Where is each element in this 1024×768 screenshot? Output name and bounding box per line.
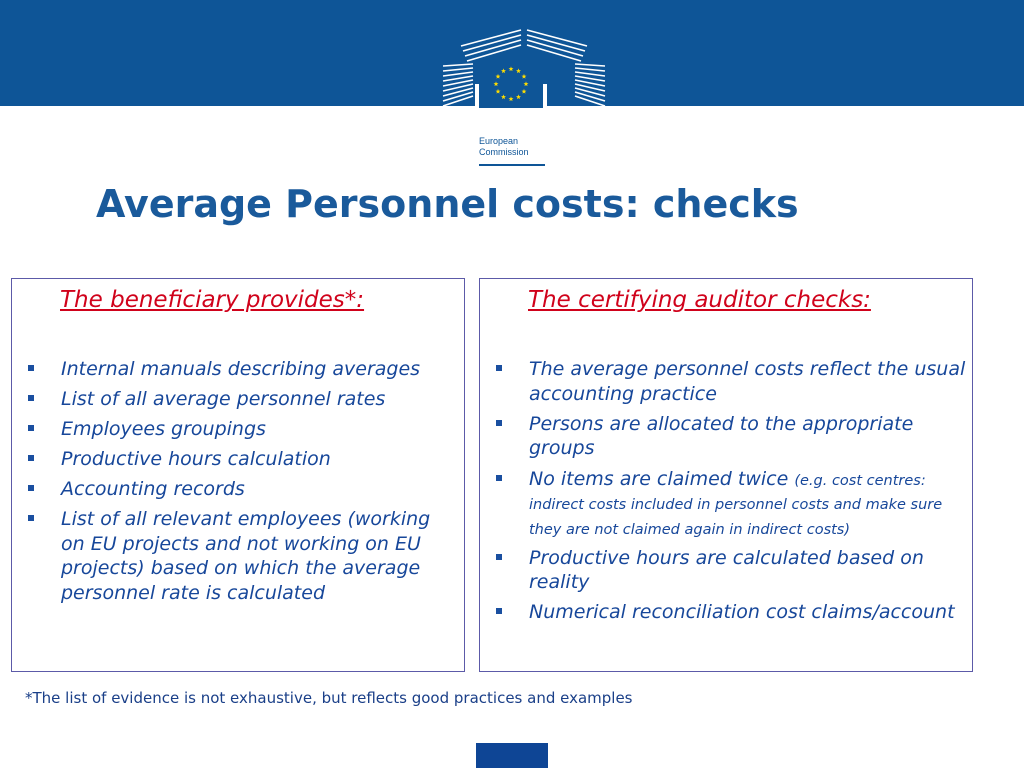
bullet-square-icon (28, 395, 34, 401)
bullet-square-icon (28, 365, 34, 371)
bullet-square-icon (28, 455, 34, 461)
list-item-text: Employees groupings (61, 418, 266, 440)
list-item (26, 387, 458, 412)
slide-title: Average Personnel costs: checks (96, 182, 799, 226)
list-item-text: Internal manuals describing averages (61, 358, 421, 380)
list-item (26, 447, 458, 472)
list-item (26, 417, 458, 442)
list-item-note: (e.g. cost centres: indirect costs included in personnel costs and make sure they are not claimed again in indirect costs) (529, 472, 943, 538)
list-item (26, 357, 458, 382)
bottom-flag-tab (476, 743, 548, 768)
list-item-text: Accounting records (61, 478, 245, 500)
beneficiary-box (11, 278, 465, 672)
bullet-square-icon (496, 554, 502, 560)
bullet-square-icon (496, 420, 502, 426)
list-item-text: The average personnel costs reflect the usual accounting practice (529, 358, 966, 405)
list-item-text: Productive hours calculation (61, 448, 331, 470)
list-item (494, 467, 966, 541)
auditor-list (494, 357, 966, 630)
auditor-box (479, 278, 973, 672)
bullet-square-icon (496, 608, 502, 614)
eu-flag-icon (479, 60, 543, 108)
list-item-text: List of all relevant employees (working on EU projects and not working on EU projects) based on which the average personnel rate is calculated (61, 508, 431, 604)
beneficiary-heading: The beneficiary provides*: (60, 287, 365, 313)
logo-underline (479, 164, 545, 166)
bullet-square-icon (496, 475, 502, 481)
list-item-text: No items are claimed twice (529, 467, 795, 490)
list-item (494, 546, 966, 595)
list-item (26, 507, 458, 605)
logo-text (479, 136, 547, 158)
list-item (494, 412, 966, 461)
list-item-text: Numerical reconciliation cost claims/account (529, 601, 955, 623)
bullet-square-icon (496, 365, 502, 371)
list-item-text: Persons are allocated to the appropriate groups (529, 412, 914, 459)
bullet-square-icon (28, 515, 34, 521)
logo-line-1: European (479, 136, 519, 146)
list-item (494, 600, 966, 625)
list-item-text: Productive hours are calculated based on reality (529, 546, 924, 593)
bullet-square-icon (28, 425, 34, 431)
list-item (494, 357, 966, 406)
bullet-square-icon (28, 485, 34, 491)
list-item (26, 477, 458, 502)
logo-line-2: Commission (479, 147, 529, 157)
footnote: *The list of evidence is not exhaustive, but reflects good practices and examples (25, 689, 633, 707)
european-commission-logo (441, 28, 607, 157)
list-item-text: List of all average personnel rates (61, 388, 386, 410)
auditor-heading: The certifying auditor checks: (528, 287, 871, 313)
beneficiary-list (26, 357, 458, 611)
